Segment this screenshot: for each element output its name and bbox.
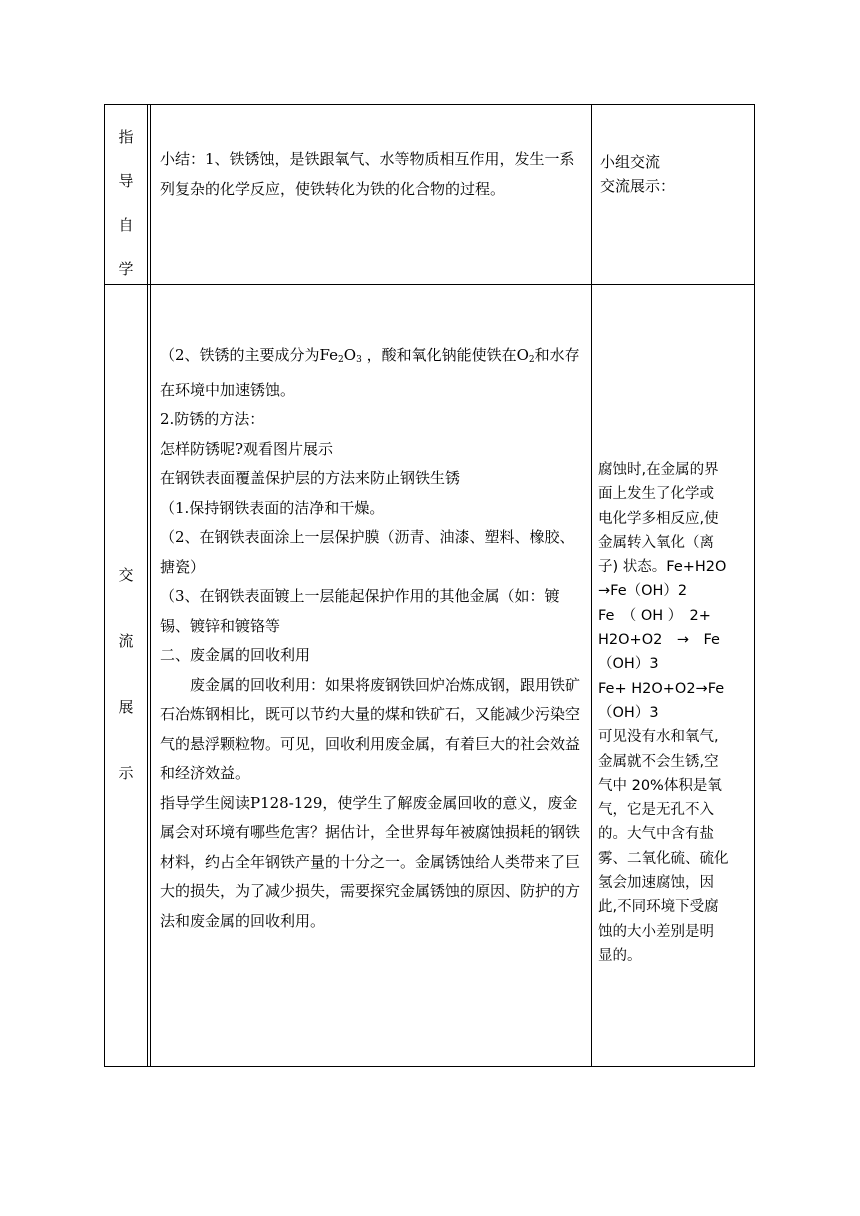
- note-line: （OH）3: [598, 704, 659, 721]
- row2-label: [104, 564, 148, 828]
- table-bottom-border: [104, 1066, 755, 1067]
- paragraph: （2、在钢铁表面涂上一层保护膜（沥青、油漆、塑料、橡胶、搪瓷）: [160, 528, 575, 576]
- paragraph: （3、在钢铁表面镀上一层能起保护作用的其他金属（如：镀锡、镀锌和镀铬等: [160, 587, 560, 635]
- label-char: 示: [118, 764, 134, 782]
- note-line: 可见没有水和氧气,: [598, 729, 719, 746]
- note-line: 金属转入氧化（离: [598, 534, 714, 551]
- label-char: 展: [118, 698, 134, 716]
- note-line: Fe （ OH ） 2+: [598, 607, 711, 624]
- table-top-border: [104, 104, 755, 105]
- group-exchange-cell: [600, 150, 750, 198]
- note-line: 子) 状态。Fe+H2O: [598, 559, 727, 576]
- note-line: 面上发生了化学或: [598, 486, 714, 503]
- paragraph: （1.保持钢铁表面的洁净和干燥。: [160, 498, 385, 517]
- content-cell: [160, 341, 584, 936]
- label-char: 交: [118, 566, 134, 584]
- note-line: 腐蚀时,在金属的界: [598, 462, 719, 478]
- paragraph: 怎样防锈呢?观看图片展示: [160, 439, 334, 458]
- label-char: 流: [118, 632, 134, 650]
- exchange-show-line: 交流展示：: [600, 177, 676, 195]
- note-line: 电化学多相反应,使: [598, 510, 719, 527]
- label-char: 指: [118, 128, 134, 146]
- summary-cell: [160, 144, 584, 204]
- row1-label: [104, 126, 148, 302]
- paragraph: 在钢铁表面覆盖保护层的方法来防止钢铁生锈: [160, 469, 461, 487]
- note-line: 的。大气中含有盐: [598, 826, 714, 843]
- label-char: 导: [118, 172, 134, 190]
- note-line: 蚀的大小差别是明: [598, 923, 714, 940]
- note-line: 气中 20%体积是氧: [598, 777, 722, 794]
- note-line: 氢会加速腐蚀，因: [598, 875, 714, 892]
- label-char: 学: [118, 260, 134, 278]
- note-line: 气，它是无孔不入: [598, 802, 714, 819]
- rust-composition-text: （2、铁锈的主要成分为$Fe_2O_3$ ，酸和氧化钠能使铁在$O_2$和水存在环境中加速锈蚀。: [160, 346, 580, 399]
- column-divider-2: [591, 104, 592, 1067]
- table-right-border: [754, 104, 755, 1067]
- note-line: 雾、二氧化硫、硫化: [598, 850, 729, 867]
- label-char: 自: [118, 216, 134, 234]
- note-line: Fe+ H2O+O2→Fe: [598, 680, 725, 697]
- column-divider-1b: [150, 104, 151, 1067]
- note-line: →Fe（OH）2: [598, 583, 688, 600]
- paragraph: 2.防锈的方法：: [160, 410, 265, 428]
- paragraph: 废金属的回收利用：如果将废钢铁回炉冶炼成钢，跟用铁矿石冶炼钢相比，既可以节约大量的煤和铁矿石，又能减少污染空气的悬浮颗粒物。可见，回收利用废金属，有着巨大的社会效益和经济效益。: [160, 675, 581, 782]
- note-line: H2O+O2 → Fe: [598, 632, 720, 649]
- note-line: 金属就不会生锈,空: [598, 753, 719, 770]
- group-exchange-line: 小组交流: [600, 153, 661, 171]
- note-line: （OH）3: [598, 656, 659, 673]
- row-divider: [104, 284, 755, 285]
- note-line: 此,不同环境下受腐: [598, 899, 719, 916]
- note-line: 显的。: [598, 947, 642, 964]
- corrosion-notes-cell: [598, 458, 750, 968]
- paragraph: 指导学生阅读P128-129，使学生了解废金属回收的意义，废金属会对环境有哪些危害？据估计，全世界每年被腐蚀损耗的钢铁材料，约占全年钢铁产量的十分之一。金属锈蚀给人类带来了巨大的损失，为了减少损失，需要探究金属锈蚀的原因、防护的方法和废金属的回收利用。: [160, 793, 581, 930]
- summary-text: 小结：1、铁锈蚀，是铁跟氧气、水等物质相互作用，发生一系列复杂的化学反应，使铁转化为铁的化合物的过程。: [160, 150, 575, 198]
- section-heading: 二、废金属的回收利用: [160, 646, 311, 664]
